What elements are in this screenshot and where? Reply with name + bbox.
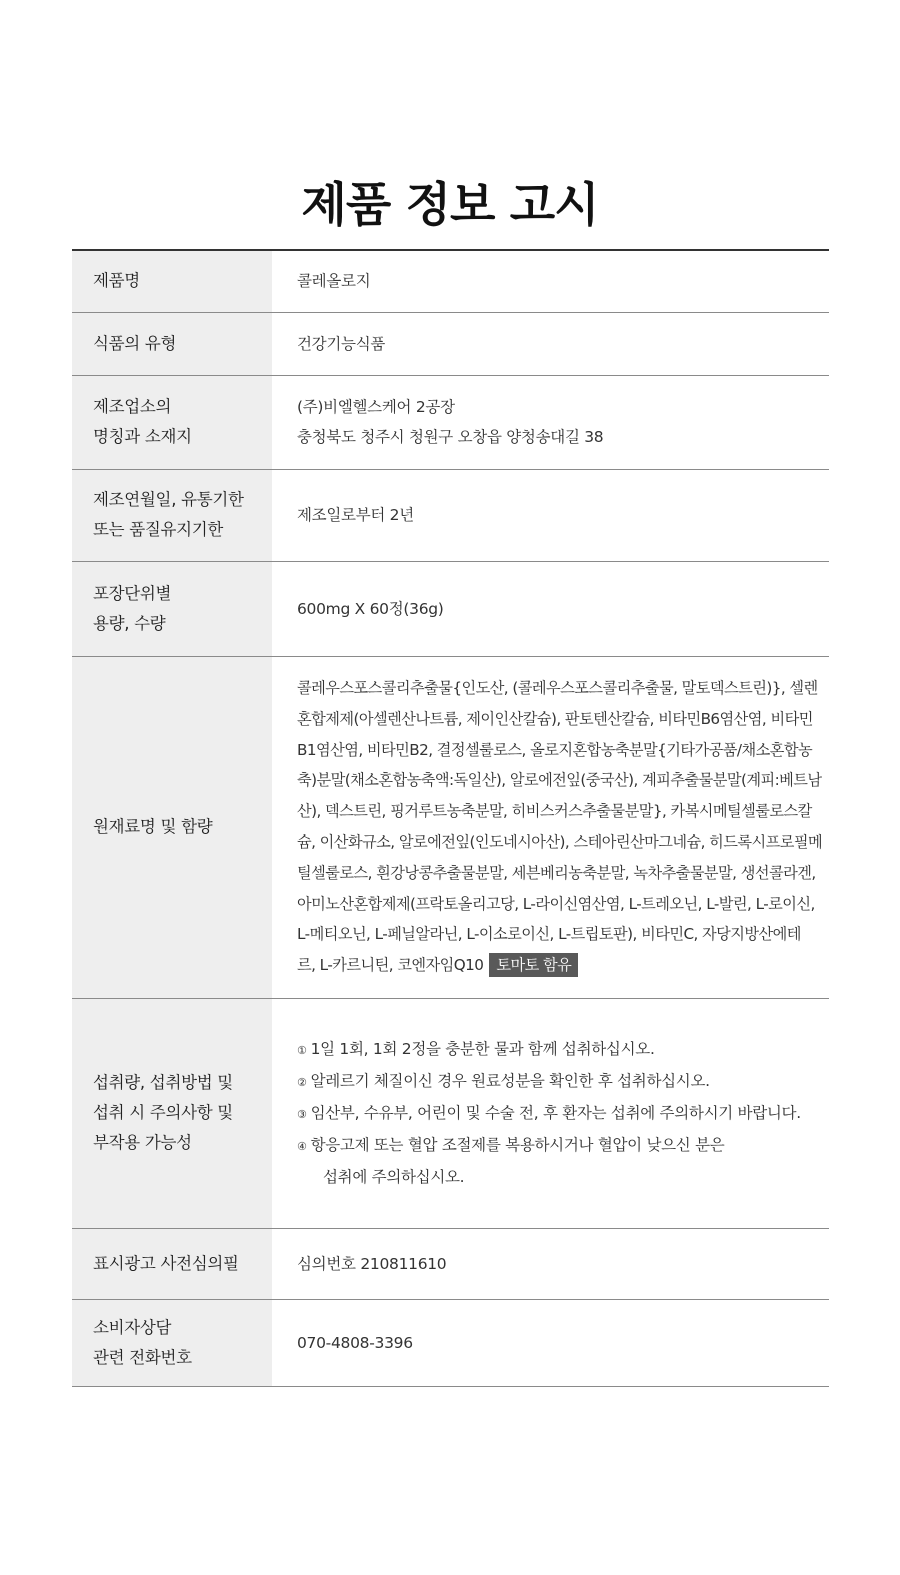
label-line: 표시광고 사전심의필 <box>93 1253 239 1273</box>
ingredient-text: 르, L-카르니틴, 코엔자임Q10 <box>297 956 484 975</box>
intake-continuation: 섭취에 주의하십시오. <box>323 1167 465 1186</box>
circled-number: ③ <box>297 1107 307 1121</box>
label-line: 제품명 <box>93 271 140 291</box>
row-value-intake <box>272 998 829 1228</box>
value-line: 070-4808-3396 <box>297 1333 413 1352</box>
value-line: 600mg X 60정(36g) <box>297 599 444 618</box>
label-line: 원재료명 및 함량 <box>93 817 213 836</box>
table-row <box>72 375 829 469</box>
label-line: 제조업소의 <box>93 397 172 416</box>
product-info-table <box>72 249 829 1387</box>
table-row <box>72 561 829 656</box>
ingredient-line: 아미노산혼합제제(프락토올리고당, L-라이신염산염, L-트레오닌, L-발린, L-로이신, <box>297 894 815 913</box>
ingredient-line: 혼합제제(아셀렌산나트륨, 제이인산칼슘), 판토텐산칼슘, 비타민B6염산염, 비타민 <box>297 709 813 728</box>
row-label-package-quantity <box>72 561 272 656</box>
intake-item <box>297 1098 829 1130</box>
table-row <box>72 1299 829 1386</box>
ingredient-line: 콜레우스포스콜리추출물{인도산, (콜레우스포스콜리추출물, 말토덱스트린)}, 셀렌 <box>297 679 818 698</box>
intake-item <box>297 1034 829 1066</box>
value-line: 제조일로부터 2년 <box>297 506 414 524</box>
ingredient-line: 틸셀룰로스, 흰강낭콩추출물분말, 세븐베리농축분말, 녹차추출물분말, 생선콜라겐, <box>297 863 816 882</box>
allergen-badge: 토마토 함유 <box>489 953 578 977</box>
ingredient-line: B1염산염, 비타민B2, 결정셀룰로스, 올로지혼합농축분말{기타가공품/채소혼합농 <box>297 740 813 759</box>
row-value-manufacturer <box>272 375 829 469</box>
table-row <box>72 998 829 1228</box>
intake-item <box>297 1066 829 1098</box>
intake-text: 임산부, 수유부, 어린이 및 수술 전, 후 환자는 섭취에 주의하시기 바랍니다. <box>310 1103 801 1122</box>
row-value-expiration <box>272 469 829 561</box>
page-title: 제품 정보 고시 <box>301 178 599 233</box>
row-label-food-type <box>72 312 272 375</box>
row-label-expiration <box>72 469 272 561</box>
ingredient-line: 산), 덱스트린, 핑거루트농축분말, 히비스커스추출물분말}, 카복시메틸셀룰로스칼 <box>297 802 812 821</box>
label-line: 명칭과 소재지 <box>93 427 192 446</box>
circled-number: ① <box>297 1043 307 1057</box>
intake-text: 1일 1회, 1회 2정을 충분한 물과 함께 섭취하십시오. <box>310 1039 655 1058</box>
value-line: 건강기능식품 <box>297 334 386 353</box>
label-line: 관련 전화번호 <box>93 1347 192 1367</box>
label-line: 제조연월일, 유통기한 <box>93 490 244 509</box>
label-line: 소비자상담 <box>93 1317 172 1337</box>
label-line: 용량, 수량 <box>93 613 166 633</box>
ingredient-line: 축)분말(채소혼합농축액:독일산), 알로에전잎(중국산), 계피추출물분말(계피:베트남 <box>297 771 822 790</box>
row-value-product-name <box>272 250 829 312</box>
value-line: 심의번호 210811610 <box>297 1254 447 1273</box>
row-value-ingredients <box>272 656 829 998</box>
row-label-ad-review <box>72 1228 272 1299</box>
row-value-food-type <box>272 312 829 375</box>
label-line: 섭취량, 섭취방법 및 <box>93 1073 233 1092</box>
table-row <box>72 312 829 375</box>
intake-text: 알레르기 체질이신 경우 원료성분을 확인한 후 섭취하십시오. <box>310 1071 710 1090</box>
value-line: 충청북도 청주시 청원구 오창읍 양청송대길 38 <box>297 428 604 446</box>
row-label-contact <box>72 1299 272 1386</box>
circled-number: ④ <box>297 1139 307 1153</box>
ingredient-line: L-메티오닌, L-페닐알라닌, L-이소로이신, L-트립토판), 비타민C, 자당지방산에테 <box>297 925 801 944</box>
row-label-product-name <box>72 250 272 312</box>
value-line: 콜레올로지 <box>297 272 371 291</box>
circled-number: ② <box>297 1075 307 1089</box>
value-line: (주)비엘헬스케어 2공장 <box>297 398 455 416</box>
row-label-manufacturer <box>72 375 272 469</box>
table-row <box>72 1228 829 1299</box>
intake-text: 항응고제 또는 혈압 조절제를 복용하시거나 혈압이 낮으신 분은 <box>310 1135 725 1154</box>
table-row <box>72 250 829 312</box>
row-label-intake <box>72 998 272 1228</box>
row-label-ingredients <box>72 656 272 998</box>
label-line: 또는 품질유지기한 <box>93 520 224 539</box>
table-row <box>72 656 829 998</box>
row-value-ad-review <box>272 1228 829 1299</box>
label-line: 부작용 가능성 <box>93 1133 192 1152</box>
label-line: 섭취 시 주의사항 및 <box>93 1103 233 1122</box>
ingredient-line <box>297 950 829 981</box>
row-value-contact <box>272 1299 829 1386</box>
ingredient-line: 슘, 이산화규소, 알로에전잎(인도네시아산), 스테아린산마그네슘, 히드록시프로필메 <box>297 833 823 851</box>
label-line: 포장단위별 <box>93 583 172 603</box>
row-value-package-quantity <box>272 561 829 656</box>
table-row <box>72 469 829 561</box>
intake-item <box>297 1130 829 1162</box>
label-line: 식품의 유형 <box>93 333 177 353</box>
